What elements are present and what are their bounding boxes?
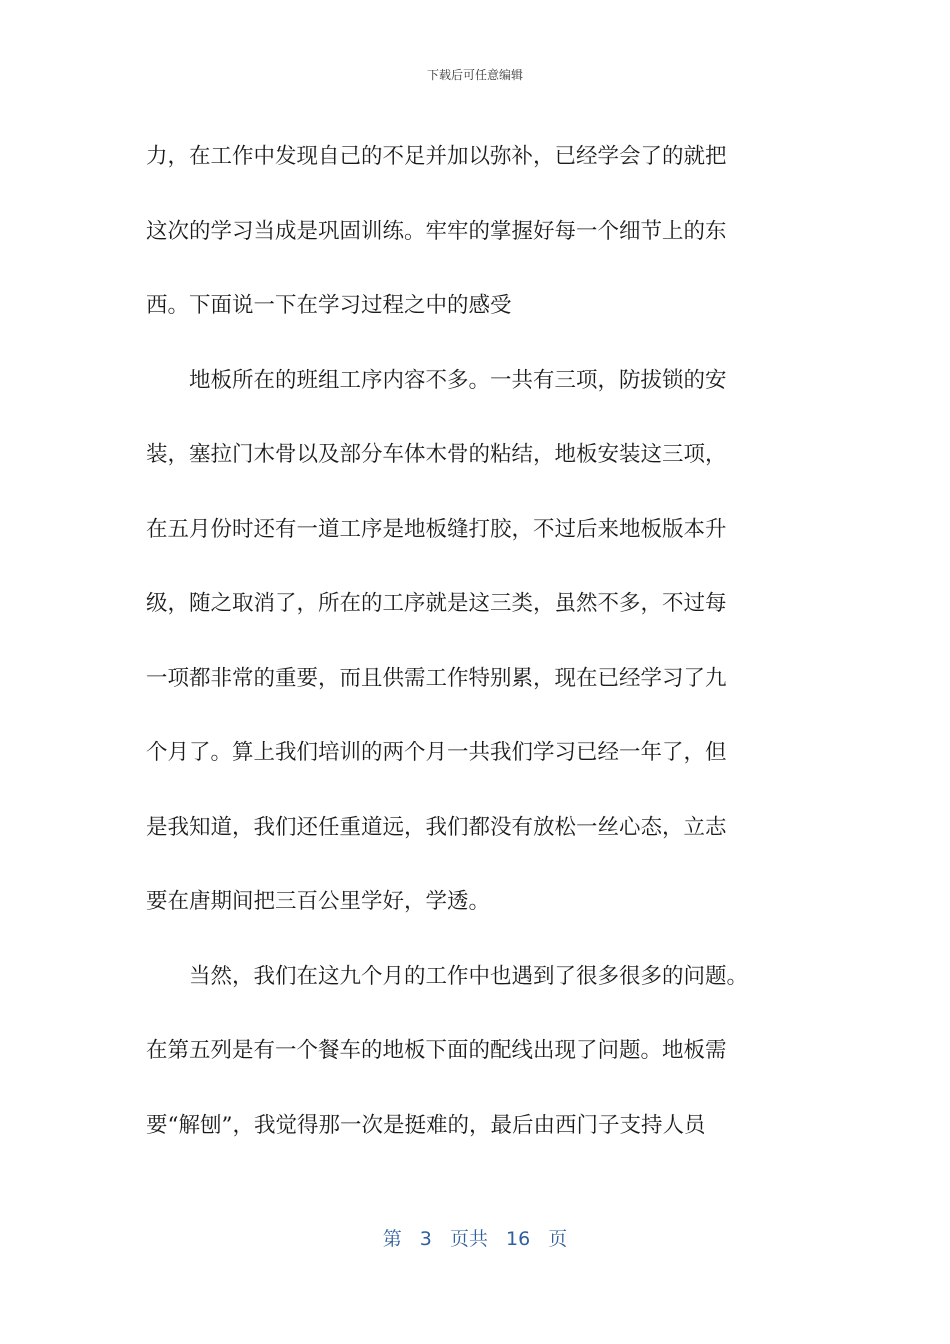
text-line: 个月了。算上我们培训的两个月一共我们学习已经一年了，但: [146, 740, 727, 765]
total-page-count: 16: [506, 1228, 531, 1250]
text-line: 地板所在的班组工序内容不多。一共有三项，防拔锁的安: [146, 367, 727, 393]
current-page-number: 3: [419, 1228, 432, 1250]
text-line: 西。下面说一下在学习过程之中的感受: [146, 293, 512, 318]
text-line: 在五月份时还有一道工序是地板缝打胶，不过后来地板版本升: [146, 516, 727, 542]
text-line: 在第五列是有一个餐车的地板下面的配线出现了问题。地板需: [146, 1038, 727, 1063]
text-line: 当然，我们在这九个月的工作中也遇到了很多很多的问题。: [146, 963, 749, 989]
page-footer: [0, 1224, 950, 1251]
text-line: 一项都非常的重要，而且供需工作特别累，现在已经学习了九: [146, 665, 727, 691]
text-line: 级，随之取消了，所在的工序就是这三类，虽然不多，不过每: [146, 591, 727, 616]
text-line: 要在唐期间把三百公里学好，学透。: [146, 889, 491, 914]
page-number-suffix: 页: [548, 1228, 568, 1250]
page-number-prefix: 第: [382, 1228, 402, 1250]
text-line: 力，在工作中发现自己的不足并加以弥补，已经学会了的就把: [146, 144, 727, 169]
page-header-note: 下载后可任意编辑: [426, 68, 523, 82]
page-number-middle: 页共: [449, 1228, 488, 1250]
text-line: 要“解刨”，我觉得那一次是挺难的，最后由西门子支持人员: [146, 1112, 706, 1138]
text-line: 这次的学习当成是巩固训练。牢牢的掌握好每一个细节上的东: [146, 218, 727, 244]
text-line: 是我知道，我们还任重道远，我们都没有放松一丝心态，立志: [146, 814, 727, 840]
text-line: 装，塞拉门木骨以及部分车体木骨的粘结，地板安装这三项，: [146, 442, 727, 467]
document-body: [146, 120, 806, 1163]
